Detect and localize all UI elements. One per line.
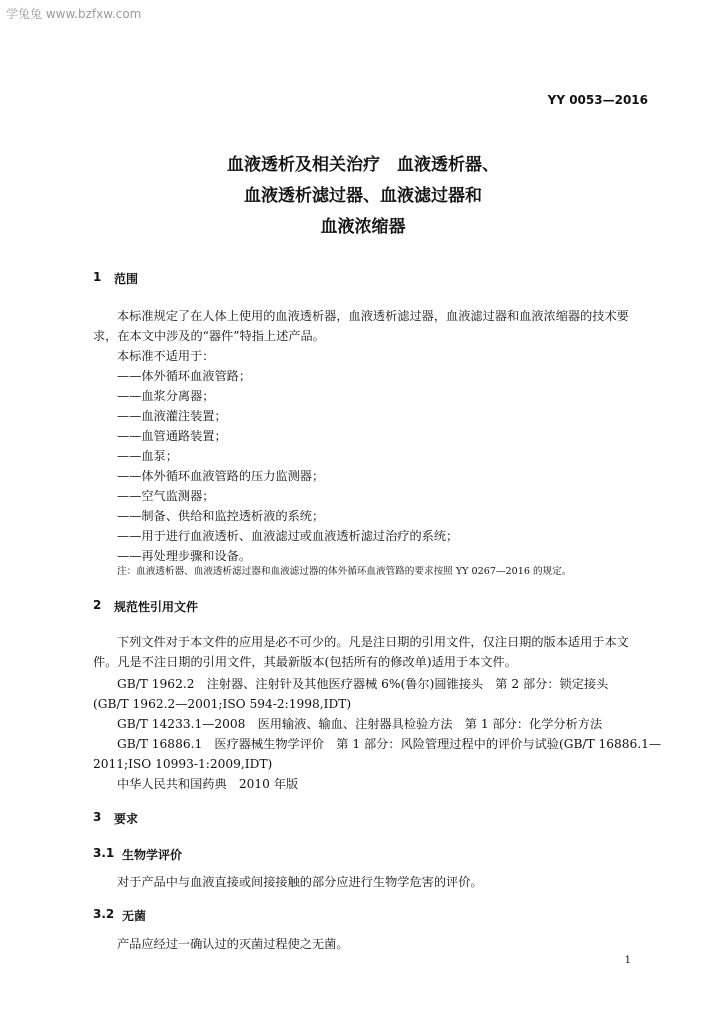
scope-list-item: ——血浆分离器；: [117, 389, 215, 403]
scope-list-item: ——体外循环血液管路；: [117, 369, 252, 383]
sterility-text: 产品应经过一确认过的灭菌过程使之无菌。: [117, 937, 349, 951]
scope-para-1-line-2: 求，在本文中涉及的“器件”特指上述产品。: [93, 329, 325, 343]
scope-list-item: ——再处理步骤和设备。: [117, 549, 252, 563]
normative-intro-line-2: 件。凡是不注日期的引用文件，其最新版本(包括所有的修改单)适用于本文件。: [93, 655, 517, 669]
title-line-1: 血液透析及相关治疗 血液透析器、: [227, 155, 499, 175]
section-1-number: 1: [93, 270, 102, 284]
document-number: YY 0053—2016: [547, 93, 648, 107]
normative-intro-line-1: 下列文件对于本文件的应用是必不可少的。凡是注日期的引用文件，仅注日期的版本适用于本文: [117, 635, 629, 649]
page-number: 1: [624, 955, 631, 966]
bio-evaluation-text: 对于产品中与血液直接或间接接触的部分应进行生物学危害的评价。: [117, 875, 483, 889]
section-3-2-number: 3.2: [93, 907, 115, 921]
watermark-text: 学兔兔 www.bzfxw.com: [6, 7, 142, 21]
section-1-title: 范围: [114, 272, 139, 286]
scope-para-2: 本标准不适用于：: [117, 349, 215, 363]
scope-list-item: ——制备、供给和监控透析液的系统；: [117, 509, 325, 523]
scope-list-item: ——用于进行血液透析、血液滤过或血液透析滤过治疗的系统；: [117, 529, 459, 543]
section-2-title: 规范性引用文件: [114, 600, 199, 614]
section-3-number: 3: [93, 810, 102, 824]
scope-list-item: ——血管通路装置；: [117, 429, 227, 443]
scope-list-item: ——空气监测器；: [117, 489, 215, 503]
section-3-title: 要求: [114, 812, 139, 826]
reference-entry-continuation: (GB/T 1962.2—2001;ISO 594-2:1998,IDT): [93, 697, 352, 711]
scope-list-item: ——血泵；: [117, 449, 178, 463]
reference-entry-continuation: 2011;ISO 10993-1:2009,IDT): [93, 757, 273, 771]
scope-list-item: ——体外循环血液管路的压力监测器；: [117, 469, 325, 483]
scope-list-item: ——血液灌注装置；: [117, 409, 227, 423]
title-line-3: 血液浓缩器: [320, 217, 406, 237]
reference-entry: GB/T 1962.2 注射器、注射针及其他医疗器械 6%(鲁尔)圆锥接头 第 2 部分：锁定接头: [117, 677, 609, 691]
reference-entry: GB/T 14233.1—2008 医用输液、输血、注射器具检验方法 第 1 部分：化学分析方法: [117, 717, 603, 731]
section-3-1-number: 3.1: [93, 846, 115, 860]
scope-note: 注：血液透析器、血液透析滤过器和血液滤过器的体外循环血液管路的要求按照 YY 0267—2016 的规定。: [117, 566, 572, 577]
section-2-number: 2: [93, 598, 102, 612]
title-line-2: 血液透析滤过器、血液滤过器和: [244, 186, 482, 206]
section-3-1-title: 生物学评价: [122, 848, 183, 862]
reference-entry: 中华人民共和国药典 2010 年版: [117, 777, 299, 791]
scope-para-1-line-1: 本标准规定了在人体上使用的血液透析器，血液透析滤过器，血液滤过器和血液浓缩器的技术要: [117, 309, 629, 323]
reference-entry: GB/T 16886.1 医疗器械生物学评价 第 1 部分：风险管理过程中的评价与试验(GB/T 16886.1—: [117, 737, 662, 751]
section-3-2-title: 无菌: [122, 909, 147, 923]
